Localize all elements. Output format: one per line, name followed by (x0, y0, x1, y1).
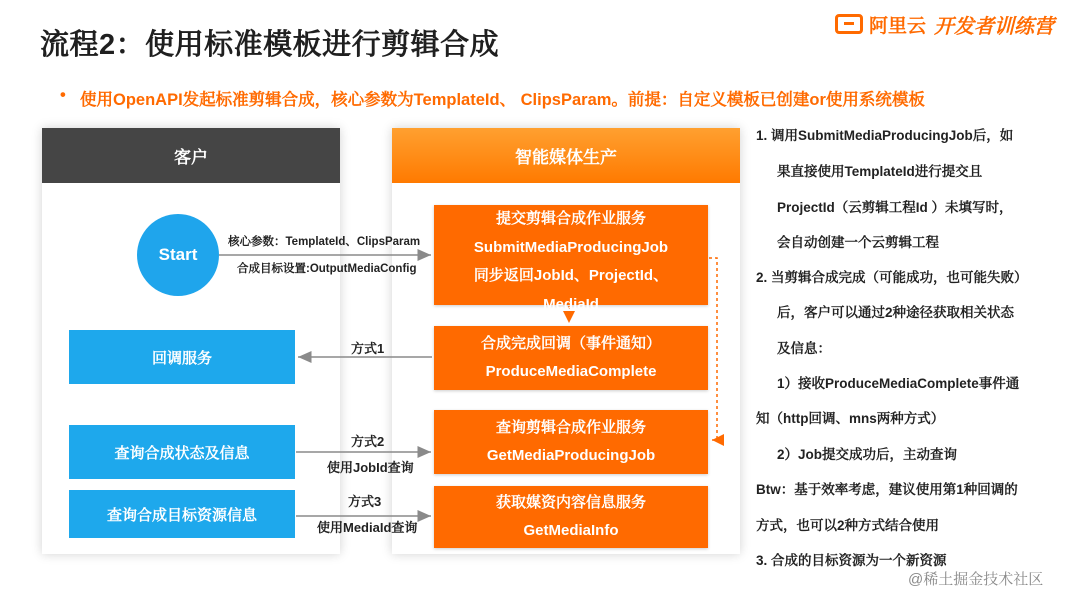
note-line: 会自动创建一个云剪辑工程 (777, 235, 939, 250)
note-line: 1. 调用SubmitMediaProducingJob后，如 (756, 128, 1014, 143)
callback-service-box: 回调服务 (69, 330, 295, 384)
start-node: Start (137, 214, 219, 296)
method1-label: 方式1 (351, 341, 385, 356)
bullet-dot: • (60, 86, 66, 104)
output-config-label: 合成目标设置:OutputMediaConfig (237, 263, 417, 275)
submit-job-line-4: MediaId (543, 295, 599, 313)
submit-job-line-3: 同步返回JobId、ProjectId、 (473, 267, 669, 284)
note-line: 果直接使用TemplateId进行提交且 (777, 164, 983, 179)
query-target-box: 查询合成目标资源信息 (69, 490, 295, 538)
method2-label: 方式2 (351, 434, 385, 449)
note-line: 3. 合成的目标资源为一个新资源 (756, 553, 947, 568)
query-status-box: 查询合成状态及信息 (69, 425, 295, 479)
brand-subtitle: 开发者训练营 (934, 15, 1055, 38)
get-job-line-2: GetMediaProducingJob (486, 447, 656, 464)
note-line: 后，客户可以通过2种途径获取相关状态 (777, 305, 1015, 320)
service-column-header: 智能媒体生产 (392, 128, 740, 183)
core-params-label: 核心参数：TemplateId、ClipsParam (228, 236, 421, 248)
get-job-line-1: 查询剪辑合成作业服务 (495, 419, 646, 436)
get-media-box (434, 486, 708, 548)
produce-complete-box (434, 326, 708, 390)
bullet-text: 使用OpenAPI发起标准剪辑合成，核心参数为TemplateId、 ClipsParam。前提：自定义模板已创建or使用系统模板 (80, 91, 925, 109)
get-job-box (434, 410, 708, 474)
method2-sub-label: 使用JobId查询 (327, 460, 414, 475)
get-media-line-1: 获取媒资内容信息服务 (495, 494, 646, 511)
client-column-header: 客户 (42, 128, 340, 183)
note-line: ProjectId（云剪辑工程Id ）未填写时， (777, 200, 1013, 215)
submit-job-line-2: SubmitMediaProducingJob (473, 238, 669, 256)
note-line: 1）接收ProduceMediaComplete事件通 (777, 376, 1020, 391)
note-line: 2）Job提交成功后，主动查询 (777, 447, 958, 462)
method3-sub-label: 使用MediaId查询 (317, 520, 418, 535)
produce-complete-line-1: 合成完成回调（事件通知） (480, 335, 661, 352)
brand-name: 阿里云 (869, 15, 927, 37)
note-line: 及信息： (777, 341, 831, 356)
produce-complete-line-2: ProduceMediaComplete (485, 363, 657, 380)
method3-label: 方式3 (348, 494, 382, 509)
note-line: 知（http回调、mns两种方式） (756, 411, 945, 426)
note-line: 方式，也可以2种方式结合使用 (756, 518, 940, 533)
arrow-submit-to-getjob (709, 258, 717, 440)
submit-job-box (434, 205, 708, 313)
get-media-line-2: GetMediaInfo (523, 522, 619, 539)
note-line: 2. 当剪辑合成完成（可能成功，也可能失败） (756, 270, 1028, 285)
page-title: 流程2：使用标准模板进行剪辑合成 (40, 29, 500, 61)
note-line: Btw：基于效率考虑，建议使用第1种回调的 (756, 482, 1018, 497)
submit-job-line-1: 提交剪辑合成作业服务 (495, 210, 646, 227)
watermark: @稀土掘金技术社区 (908, 571, 1044, 588)
